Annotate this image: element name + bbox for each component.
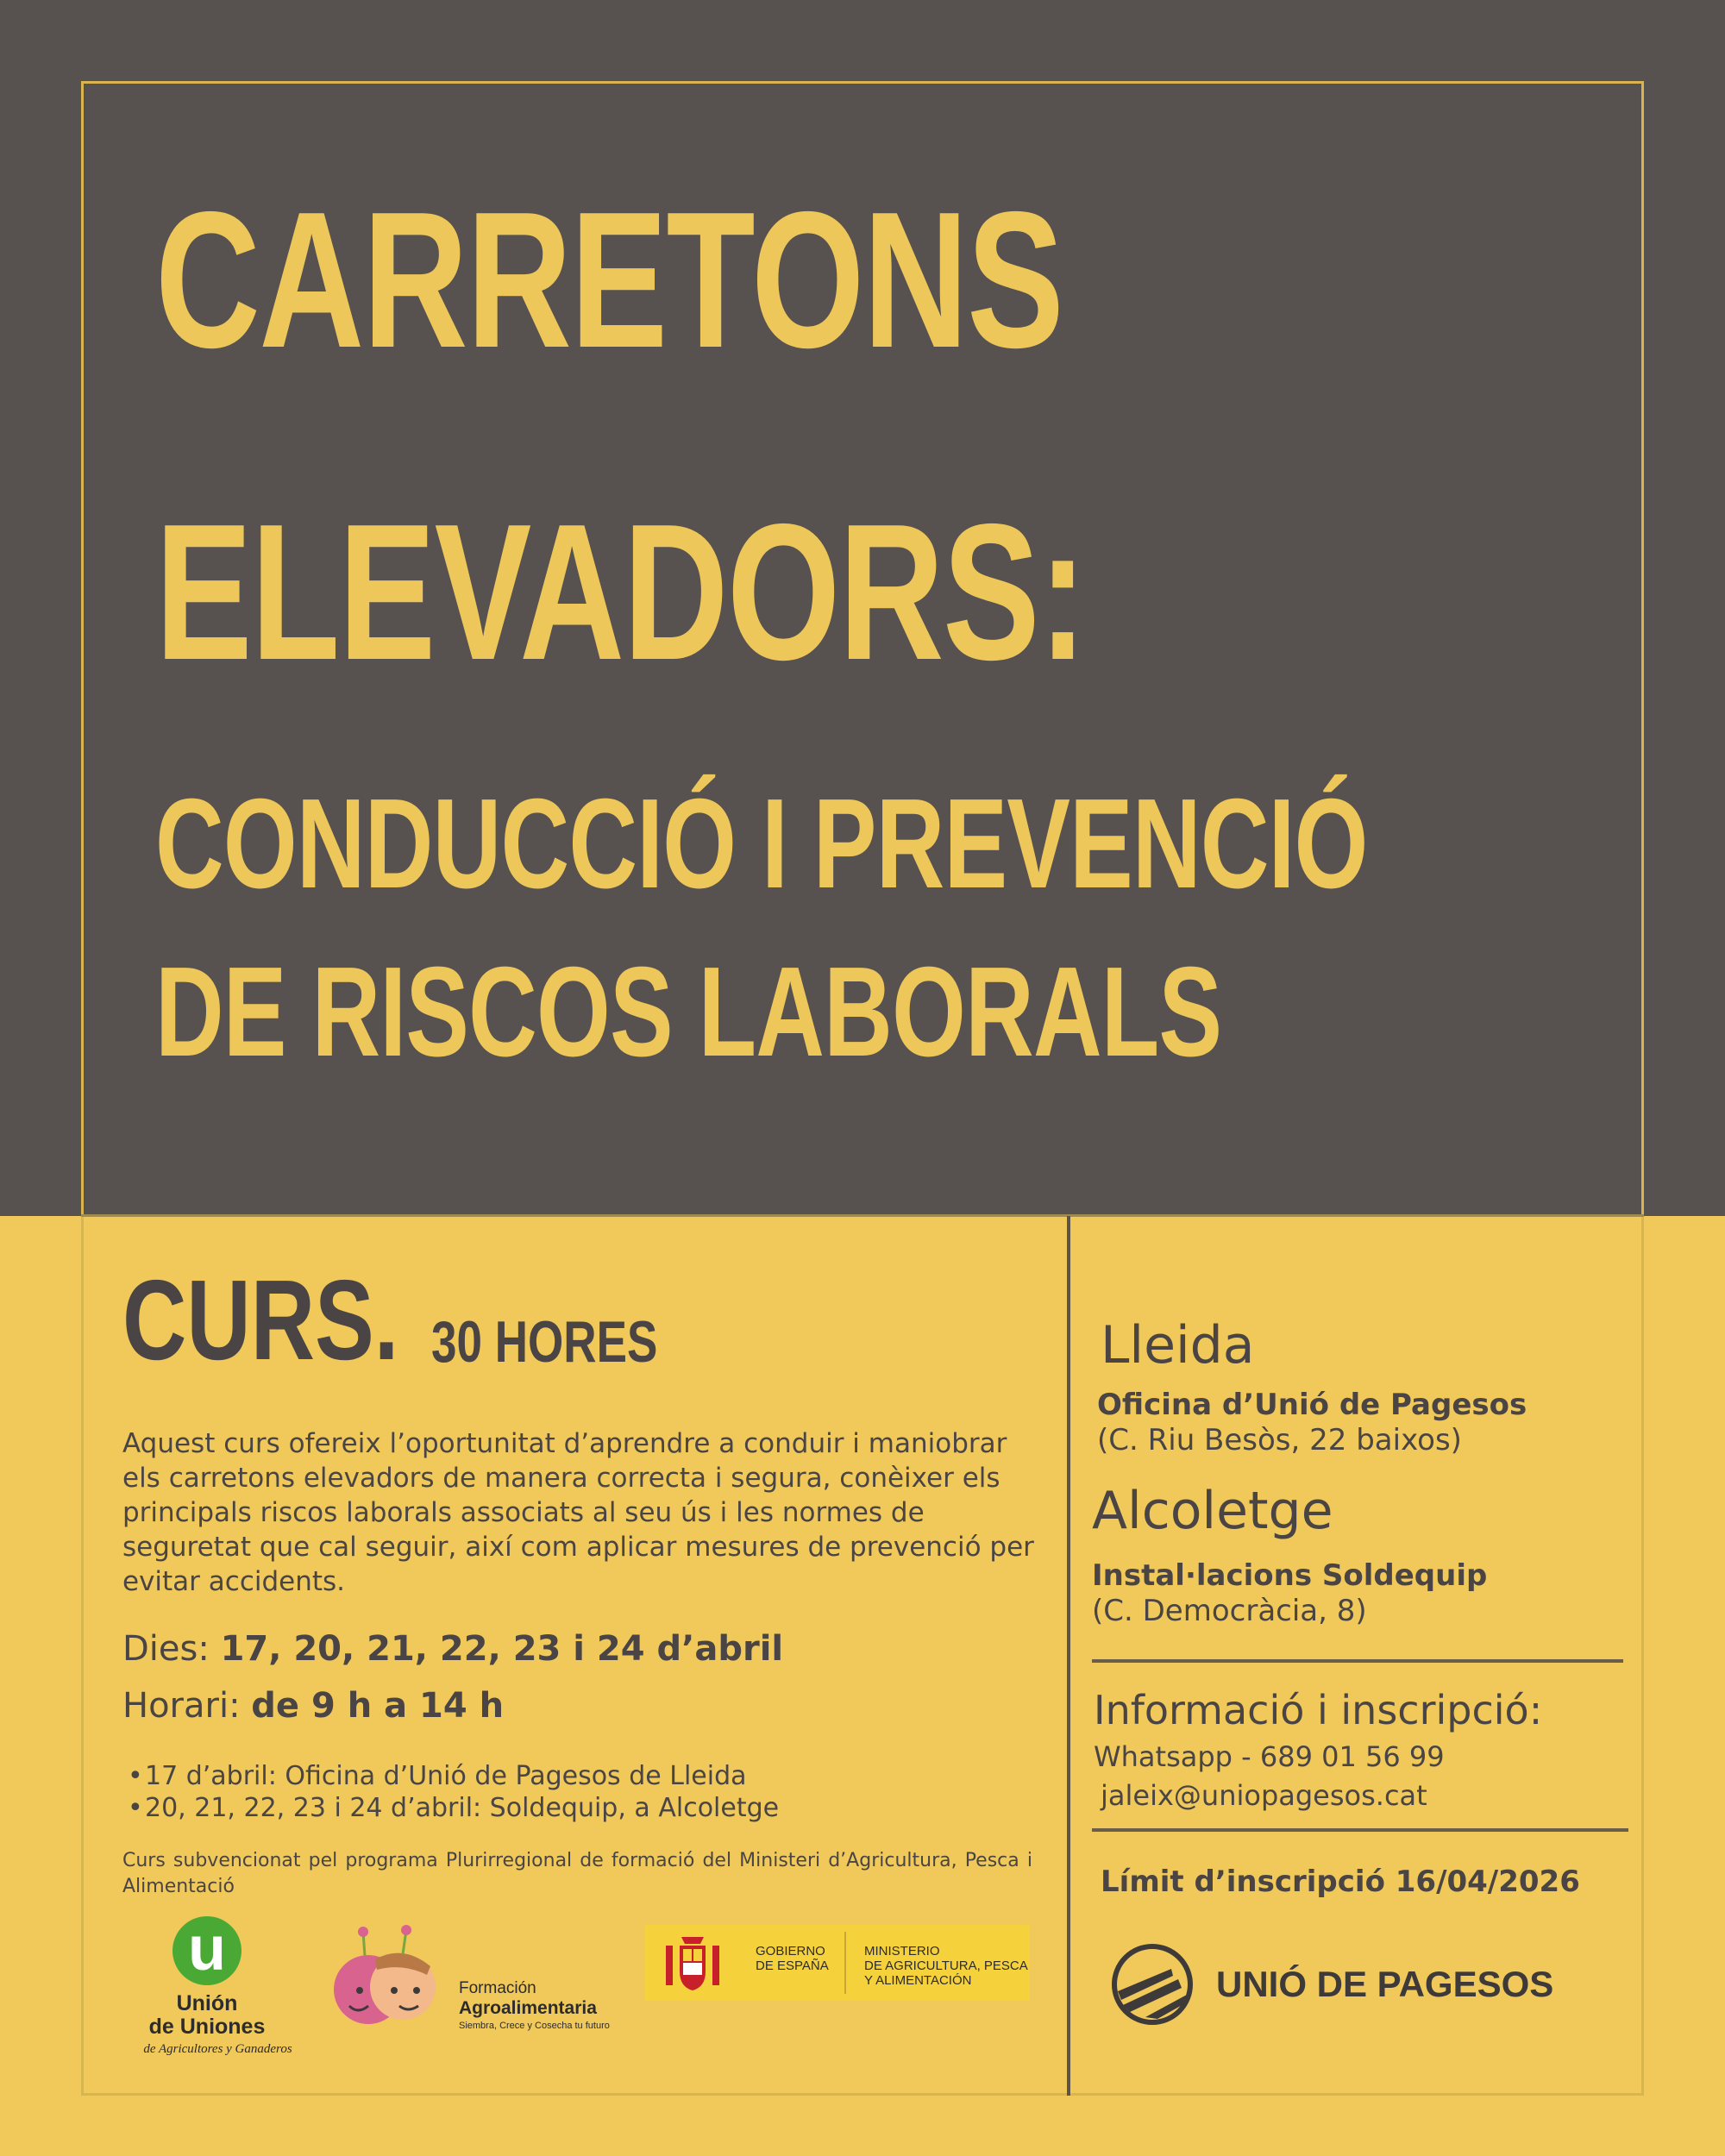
- fa-name-2: Agroalimentaria: [459, 1998, 597, 2018]
- contact-heading: Informació i inscripció:: [1094, 1687, 1543, 1733]
- divider: [1092, 1828, 1628, 1832]
- location-address: (C. Riu Besòs, 22 baixos): [1097, 1423, 1462, 1457]
- course-description: Aquest curs ofereix l’oportunitat d’aprendre a conduir i maniobrar els carretons elevadors de manera correcta i segura, conèixer els principals riscos laborals associats al seu ús i les normes de seguretat que cal seguir, així com aplicar mesures de prevenció per evitar accidents.: [122, 1428, 1034, 1597]
- union-de-uniones-logo: u: [172, 1916, 242, 1985]
- unio-de-pagesos-logo-icon: [1111, 1943, 1194, 2026]
- location-city: Lleida: [1101, 1315, 1255, 1376]
- unio-de-pagesos-name: UNIÓ DE PAGESOS: [1216, 1964, 1554, 2004]
- course-hours: 30 HORES: [431, 1309, 658, 1375]
- registration-deadline: Límit d’inscripció 16/04/2026: [1101, 1865, 1580, 1899]
- gov-name: [756, 1944, 829, 1973]
- ministry-line-3: Y ALIMENTACIÓN: [864, 1973, 972, 1988]
- email-link[interactable]: jaleix@uniopagesos.cat: [1101, 1779, 1427, 1812]
- location-city: Alcoletge: [1092, 1481, 1333, 1541]
- gov-name-line-1: GOBIERNO: [756, 1944, 825, 1959]
- list-item: • 17 d’abril: Oficina d’Unió de Pagesos de Lleida: [145, 1764, 747, 1789]
- uu-name-line-1: Unión: [176, 1991, 238, 2015]
- ministry-name: [864, 1944, 1028, 1988]
- gobierno-logo: [645, 1925, 1030, 2001]
- schedule-value: de 9 h a 14 h: [251, 1686, 505, 1726]
- course-schedule: [122, 1686, 505, 1726]
- course-label: CURS.: [122, 1257, 399, 1383]
- title-line-2: ELEVADORS:: [155, 483, 1086, 700]
- divider: [1092, 1659, 1623, 1663]
- formacion-agroalimentaria-icon: [323, 1925, 453, 2028]
- coat-of-arms-icon: [662, 1934, 723, 1994]
- ministry-line-2: DE AGRICULTURA, PESCA: [864, 1959, 1028, 1973]
- union-de-uniones-name: [129, 1992, 285, 2039]
- uu-name-line-2: de Uniones: [148, 2015, 266, 2039]
- column-divider: [1067, 1216, 1070, 2096]
- course-days: [122, 1629, 784, 1669]
- union-de-uniones-subtitle: de Agricultores y Ganaderos: [143, 2042, 292, 2056]
- ministry-line-1: MINISTERIO: [864, 1944, 940, 1959]
- section-divider: [81, 1214, 1644, 1217]
- title-line-3: CONDUCCIÓ I PREVENCIÓ: [155, 773, 1368, 915]
- gov-name-line-2: DE ESPAÑA: [756, 1959, 829, 1973]
- location-org: Instal·lacions Soldequip: [1092, 1558, 1488, 1593]
- fa-tagline: Siembra, Crece y Cosecha tu futuro: [459, 2021, 610, 2031]
- days-label: Dies:: [122, 1629, 221, 1669]
- whatsapp-contact[interactable]: Whatsapp - 689 01 56 99: [1094, 1740, 1445, 1773]
- fa-name-1: Formación: [459, 1979, 536, 1997]
- location-address: (C. Democràcia, 8): [1092, 1594, 1367, 1628]
- title-line-1: CARRETONS: [155, 171, 1063, 388]
- location-org: Oficina d’Unió de Pagesos: [1097, 1388, 1527, 1422]
- days-value: 17, 20, 21, 22, 23 i 24 d’abril: [220, 1629, 784, 1669]
- list-item: • 20, 21, 22, 23 i 24 d’abril: Soldequip, a Alcoletge: [145, 1796, 779, 1821]
- title-line-4: DE RISCOS LABORALS: [155, 941, 1222, 1083]
- gov-divider: [844, 1932, 846, 1994]
- subsidy-note: Curs subvencionat pel programa Plurirregional de formació del Ministeri d’Agricultura, Pesca i Alimentació: [122, 1850, 1032, 1897]
- schedule-label: Horari:: [122, 1686, 252, 1726]
